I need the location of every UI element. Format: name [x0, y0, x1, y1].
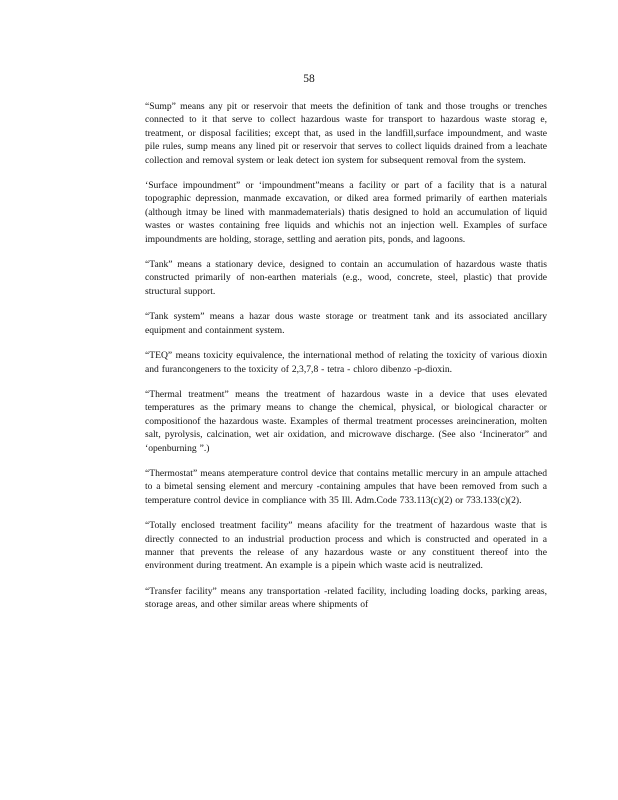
definition-sump: “Sump” means any pit or reservoir that meets the definition of tank and those troughs or trenches connected to it that serve to collect hazardous waste for transport to hazardous waste storag e, treatment, or disposal facilities; except that, as used in the landfill,surface impoundment, and waste pile rules, sump means any lined pit or reservoir that serves to collect liquids drained from a leachate collection and removal system or leak detect ion system for subsequent removal from the system. [145, 101, 547, 166]
definition-totally-enclosed-treatment-facility: “Totally enclosed treatment facility” means afacility for the treatment of hazardous waste that is directly connected to an industrial production process and which is constructed and operated in a manner that prevents the release of any hazardous waste or any constituent thereof into the environment during treatment. An example is a pipein which waste acid is neutralized. [145, 520, 547, 572]
definition-tank: “Tank” means a stationary device, designed to contain an accumulation of hazardous waste thatis constructed primarily of non-earthen materials (e.g., wood, concrete, steel, plastic) that provide structural support. [145, 259, 547, 297]
definition-thermostat: “Thermostat” means atemperature control device that contains metallic mercury in an ampule attached to a bimetal sensing element and mercury -containing ampules that have been removed from such a temperature control device in compliance with 35 Ill. Adm.Code 733.113(c)(2) or 733.133(c)(2). [145, 467, 547, 506]
definition-tank-system: “Tank system” means a hazar dous waste storage or treatment tank and its associated ancillary equipment and containment system. [145, 311, 547, 336]
definition-thermal-treatment: “Thermal treatment” means the treatment of hazardous waste in a device that uses elevated temperatures as the primary means to change the chemical, physical, or biological character or compositionof the hazardous waste. Examples of thermal treatment processes areincineration, molten salt, pyrolysis, calcination, wet air oxidation, and microwave discharge. (See also ‘Incinerator” and ‘openburning ”.) [145, 388, 547, 454]
definition-surface-impoundment: ‘Surface impoundment” or ‘impoundment”means a facility or part of a facility that is a natural topographic depression, manmade excavation, or diked area formed primarily of earthen materials (although itmay be lined with manmadematerials) thatis designed to hold an accumulation of liquid wastes or wastes containing free liquids and whichis not an injection well. Examples of surface impoundments are holding, storage, settling and aeration pits, ponds, and lagoons. [145, 180, 547, 245]
page-number: 58 [303, 73, 315, 85]
document-body [145, 100, 547, 624]
definition-teq: “TEQ” means toxicity equivalence, the international method of relating the toxicity of various dioxin and furancongeners to the toxicity of 2,3,7,8 - tetra - chloro dibenzo -p-dioxin. [145, 350, 547, 375]
definition-transfer-facility: “Transfer facility” means any transportation -related facility, including loading docks, parking areas, storage areas, and other similar areas where shipments of [145, 585, 547, 611]
